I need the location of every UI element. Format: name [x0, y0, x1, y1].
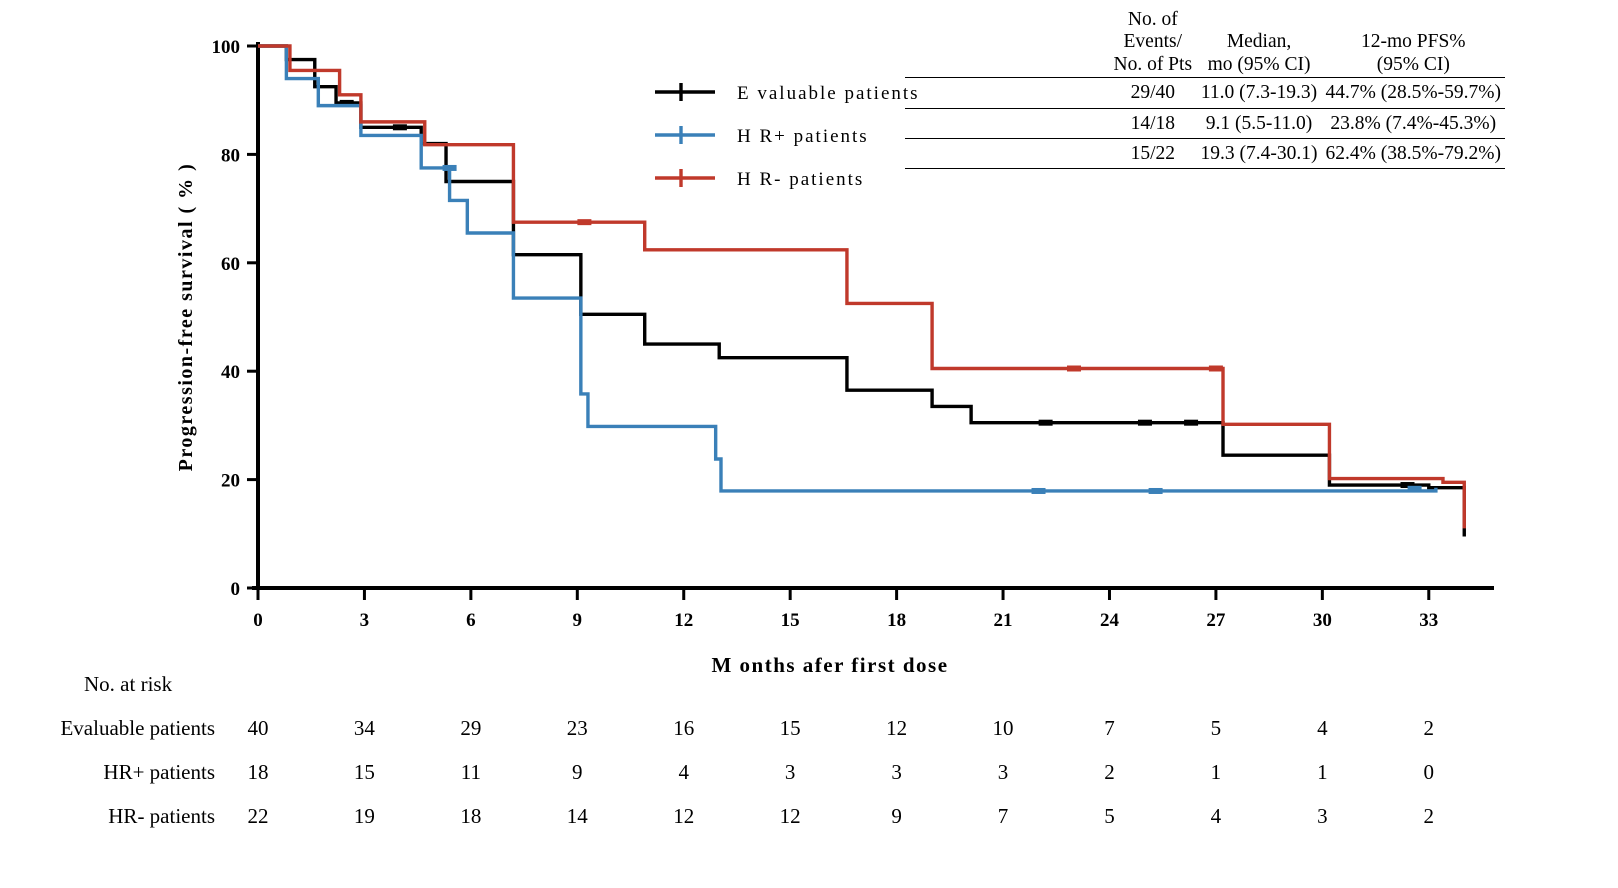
x-axis-label: M onths afer first dose — [711, 653, 949, 677]
risk-value: 12 — [673, 804, 695, 828]
row-label-cell — [905, 139, 1109, 169]
risk-value: 1 — [1317, 760, 1328, 784]
x-tick-label: 33 — [1419, 610, 1439, 631]
risk-value: 4 — [678, 760, 689, 784]
risk-row-label: HR+ patients — [103, 760, 215, 784]
summary-col-pfs12: 12-mo PFS% (95% CI) — [1322, 8, 1505, 78]
legend-label-0: E valuable patients — [737, 83, 920, 104]
y-axis-label: Progression-free survival ( % ) — [175, 162, 197, 472]
x-tick-label: 6 — [466, 610, 476, 631]
x-tick-label: 21 — [993, 610, 1013, 631]
risk-value: 4 — [1317, 716, 1328, 740]
risk-value: 2 — [1423, 716, 1435, 740]
table-row — [905, 108, 1505, 138]
risk-value: 18 — [247, 760, 269, 784]
legend-label-2: H R- patients — [737, 169, 865, 190]
risk-value: 5 — [1210, 716, 1222, 740]
x-tick-label: 9 — [572, 610, 583, 631]
x-tick-label: 18 — [887, 610, 907, 631]
y-tick-label: 60 — [221, 253, 240, 275]
summary-col-median: Median, mo (95% CI) — [1197, 8, 1322, 78]
risk-value: 34 — [353, 716, 375, 740]
risk-value: 12 — [779, 804, 801, 828]
risk-value: 19 — [353, 804, 375, 828]
risk-value: 11 — [460, 760, 481, 784]
risk-value: 3 — [891, 760, 902, 784]
risk-row-label: Evaluable patients — [60, 716, 215, 740]
risk-value: 1 — [1210, 760, 1222, 784]
risk-value: 29 — [460, 716, 482, 740]
x-tick-label: 24 — [1099, 610, 1119, 631]
risk-row-evaluable — [0, 716, 1618, 750]
cell-pfs12: 62.4% (38.5%-79.2%) — [1322, 139, 1505, 169]
risk-table-title: No. at risk — [84, 672, 173, 696]
y-tick-label: 20 — [221, 470, 240, 492]
cell-median: 19.3 (7.4-30.1) — [1197, 139, 1322, 169]
cell-pfs12: 44.7% (28.5%-59.7%) — [1322, 78, 1505, 108]
y-tick-label: 80 — [221, 145, 240, 167]
row-label-cell — [905, 78, 1109, 108]
risk-value: 14 — [566, 804, 588, 828]
risk-value: 2 — [1423, 804, 1435, 828]
y-tick-label: 0 — [230, 579, 240, 600]
risk-value: 18 — [460, 804, 482, 828]
risk-value: 7 — [1104, 716, 1115, 740]
risk-value: 23 — [566, 716, 588, 740]
cell-events: 15/22 — [1109, 139, 1197, 169]
row-label-cell — [905, 108, 1109, 138]
risk-value: 0 — [1423, 760, 1435, 784]
risk-value: 3 — [997, 760, 1009, 784]
risk-value: 2 — [1104, 760, 1115, 784]
x-tick-label: 27 — [1206, 610, 1226, 631]
risk-value: 3 — [1317, 804, 1328, 828]
risk-value: 12 — [886, 716, 908, 740]
table-row — [905, 78, 1505, 108]
risk-value: 15 — [353, 760, 375, 784]
risk-value: 5 — [1104, 804, 1115, 828]
risk-value: 16 — [673, 716, 695, 740]
table-row — [905, 139, 1505, 169]
risk-row-hr-negative — [0, 804, 1618, 838]
risk-value: 9 — [891, 804, 902, 828]
risk-row-hr-positive — [0, 760, 1618, 794]
summary-table — [905, 8, 1505, 169]
legend-label-1: H R+ patients — [737, 126, 869, 147]
risk-value: 22 — [247, 804, 269, 828]
summary-col-events: No. of Events/ No. of Pts — [1109, 8, 1197, 78]
risk-value: 10 — [992, 716, 1014, 740]
y-tick-label: 100 — [211, 37, 240, 58]
y-tick-label: 40 — [221, 362, 240, 384]
risk-value: 9 — [572, 760, 583, 784]
x-tick-label: 15 — [780, 610, 800, 631]
cell-events: 29/40 — [1109, 78, 1197, 108]
risk-value: 7 — [997, 804, 1009, 828]
risk-value: 15 — [779, 716, 801, 740]
risk-value: 40 — [247, 716, 269, 740]
cell-median: 9.1 (5.5-11.0) — [1197, 108, 1322, 138]
risk-row-label: HR- patients — [108, 804, 215, 828]
cell-events: 14/18 — [1109, 108, 1197, 138]
x-tick-label: 0 — [253, 610, 263, 631]
cell-median: 11.0 (7.3-19.3) — [1197, 78, 1322, 108]
x-tick-label: 12 — [674, 610, 694, 631]
risk-value: 4 — [1210, 804, 1222, 828]
x-tick-label: 3 — [359, 610, 370, 631]
cell-pfs12: 23.8% (7.4%-45.3%) — [1322, 108, 1505, 138]
summary-col-blank — [905, 8, 1109, 78]
x-tick-label: 30 — [1312, 610, 1332, 631]
risk-value: 3 — [784, 760, 796, 784]
